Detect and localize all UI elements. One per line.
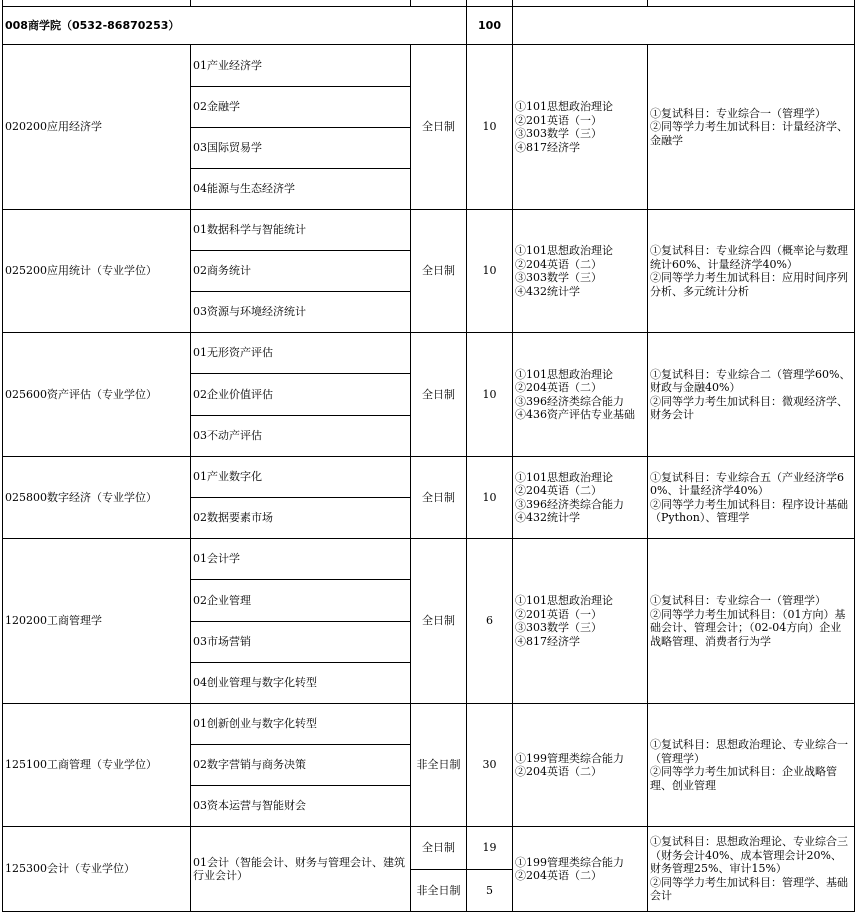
enrollment-quota: 6 bbox=[467, 539, 513, 704]
research-direction: 02企业价值评估 bbox=[191, 374, 411, 416]
exam-subject-line: ③303数学（三） bbox=[515, 127, 602, 140]
exam-subjects bbox=[513, 210, 648, 333]
remark-line: ①复试科目：专业综合一（管理学） bbox=[650, 106, 826, 120]
remark-line: ①复试科目：专业综合二（管理学60%、财政与金融40%） bbox=[650, 367, 851, 394]
program-row bbox=[3, 457, 855, 498]
research-direction: 01数据科学与智能统计 bbox=[191, 210, 411, 251]
exam-subject-line: ②204英语（二） bbox=[515, 257, 602, 271]
research-direction: 01创新创业与数字化转型 bbox=[191, 704, 411, 745]
exam-subject-line: ④432统计学 bbox=[515, 511, 580, 524]
exam-subjects bbox=[513, 45, 648, 210]
remark-line: ①复试科目：专业综合一（管理学） bbox=[650, 594, 826, 607]
exam-subject-line: ②201英语（一） bbox=[515, 607, 602, 621]
exam-subjects bbox=[513, 457, 648, 539]
exam-subject-line: ④817经济学 bbox=[515, 140, 580, 154]
study-mode: 全日制 bbox=[411, 539, 467, 704]
college-name: 008商学院（0532-86870253） bbox=[3, 7, 467, 45]
remarks bbox=[648, 45, 855, 210]
research-direction: 01会计学 bbox=[191, 539, 411, 580]
program-name: 120200工商管理学 bbox=[3, 539, 191, 704]
research-direction: 02金融学 bbox=[191, 87, 411, 128]
remark-line: ①复试科目：思想政治理论、专业综合三（财务会计40%、成本管理会计20%、财务管理25%、审计15%） bbox=[650, 835, 848, 876]
exam-subject-line: ②204英语（二） bbox=[515, 484, 602, 497]
research-direction: 03资本运营与智能财会 bbox=[191, 786, 411, 827]
exam-subject-line: ①101思想政治理论 bbox=[515, 367, 613, 381]
remark-line: ②同等学力考生加试科目：企业战略管理、创业管理 bbox=[650, 765, 837, 792]
research-direction: 02商务统计 bbox=[191, 251, 411, 292]
program-row bbox=[3, 539, 855, 580]
remark-line: ②同等学力考生加试科目：（01方向）基础会计、管理会计；（02-04方向）企业战略管理、消费者行为学 bbox=[650, 607, 846, 648]
remark-line: ①复试科目：思想政治理论、专业综合一（管理学） bbox=[650, 738, 848, 765]
program-row bbox=[3, 704, 855, 745]
enrollment-quota: 19 bbox=[467, 827, 513, 870]
enrollment-quota: 5 bbox=[467, 870, 513, 912]
remarks bbox=[648, 827, 855, 912]
exam-subjects bbox=[513, 827, 648, 912]
research-direction: 02数字营销与商务决策 bbox=[191, 745, 411, 786]
study-mode: 非全日制 bbox=[411, 704, 467, 827]
exam-subject-line: ①101思想政治理论 bbox=[515, 100, 613, 113]
remarks bbox=[648, 333, 855, 457]
enrollment-quota: 10 bbox=[467, 210, 513, 333]
research-direction: 02企业管理 bbox=[191, 580, 411, 622]
remarks bbox=[648, 539, 855, 704]
remark-line: ②同等学力考生加试科目：计量经济学、金融学 bbox=[650, 120, 848, 147]
remarks bbox=[648, 457, 855, 539]
exam-subjects bbox=[513, 539, 648, 704]
exam-subject-line: ②204英语（二） bbox=[515, 765, 602, 778]
research-direction: 03市场营销 bbox=[191, 622, 411, 663]
research-direction: 01产业数字化 bbox=[191, 457, 411, 498]
program-name: 025600资产评估（专业学位） bbox=[3, 333, 191, 457]
research-direction: 04能源与生态经济学 bbox=[191, 169, 411, 210]
research-direction: 01无形资产评估 bbox=[191, 333, 411, 374]
exam-subject-line: ④436资产评估专业基础 bbox=[515, 408, 635, 421]
remark-line: ①复试科目：专业综合五（产业经济学60%、计量经济学40%） bbox=[650, 470, 844, 497]
program-row bbox=[3, 333, 855, 374]
exam-subject-line: ①199管理类综合能力 bbox=[515, 855, 624, 869]
program-name: 025800数字经济（专业学位） bbox=[3, 457, 191, 539]
exam-subject-line: ③303数学（三） bbox=[515, 621, 602, 634]
program-row bbox=[3, 45, 855, 87]
exam-subjects bbox=[513, 704, 648, 827]
exam-subject-line: ③303数学（三） bbox=[515, 271, 602, 284]
study-mode: 全日制 bbox=[411, 210, 467, 333]
research-direction: 03资源与环境经济统计 bbox=[191, 292, 411, 333]
remarks bbox=[648, 210, 855, 333]
admissions-table bbox=[2, 0, 855, 912]
program-row bbox=[3, 210, 855, 251]
exam-subject-line: ②204英语（二） bbox=[515, 381, 602, 394]
college-header-row bbox=[3, 7, 855, 45]
table-body bbox=[3, 0, 855, 912]
exam-subject-line: ②204英语（二） bbox=[515, 869, 602, 882]
program-name: 125100工商管理（专业学位） bbox=[3, 704, 191, 827]
study-mode: 全日制 bbox=[411, 457, 467, 539]
research-direction: 01会计（智能会计、财务与管理会计、建筑行业会计） bbox=[191, 827, 411, 912]
exam-subject-line: ②201英语（一） bbox=[515, 113, 602, 127]
study-mode: 全日制 bbox=[411, 45, 467, 210]
exam-subject-line: ①101思想政治理论 bbox=[515, 244, 613, 257]
program-name: 125300会计（专业学位） bbox=[3, 827, 191, 912]
enrollment-quota: 30 bbox=[467, 704, 513, 827]
exam-subject-line: ③396经济类综合能力 bbox=[515, 497, 624, 511]
remarks bbox=[648, 704, 855, 827]
remark-line: ②同等学力考生加试科目：微观经济学、财务会计 bbox=[650, 394, 848, 421]
research-direction: 04创业管理与数字化转型 bbox=[191, 663, 411, 704]
research-direction: 03不动产评估 bbox=[191, 416, 411, 457]
enrollment-quota: 10 bbox=[467, 333, 513, 457]
research-direction: 02数据要素市场 bbox=[191, 498, 411, 539]
enrollment-quota: 10 bbox=[467, 457, 513, 539]
exam-subject-line: ①101思想政治理论 bbox=[515, 470, 613, 484]
exam-subject-line: ④432统计学 bbox=[515, 284, 580, 298]
study-mode: 全日制 bbox=[411, 827, 467, 870]
research-direction: 03国际贸易学 bbox=[191, 128, 411, 169]
study-mode: 全日制 bbox=[411, 333, 467, 457]
enrollment-quota: 10 bbox=[467, 45, 513, 210]
exam-subjects bbox=[513, 333, 648, 457]
program-name: 020200应用经济学 bbox=[3, 45, 191, 210]
program-name: 025200应用统计（专业学位） bbox=[3, 210, 191, 333]
research-direction: 01产业经济学 bbox=[191, 45, 411, 87]
study-mode: 非全日制 bbox=[411, 870, 467, 912]
program-row bbox=[3, 827, 855, 870]
exam-subject-line: ④817经济学 bbox=[515, 634, 580, 648]
remark-line: ②同等学力考生加试科目：程序设计基础（Python）、管理学 bbox=[650, 497, 848, 524]
remark-line: ①复试科目：专业综合四（概率论与数理统计60%、计量经济学40%） bbox=[650, 244, 848, 271]
exam-subject-line: ①101思想政治理论 bbox=[515, 594, 613, 607]
remark-line: ②同等学力考生加试科目：管理学、基础会计 bbox=[650, 875, 848, 903]
remark-line: ②同等学力考生加试科目：应用时间序列分析、多元统计分析 bbox=[650, 271, 848, 298]
exam-subject-line: ③396经济类综合能力 bbox=[515, 394, 624, 408]
exam-subject-line: ①199管理类综合能力 bbox=[515, 751, 624, 765]
college-total-quota: 100 bbox=[467, 7, 513, 45]
